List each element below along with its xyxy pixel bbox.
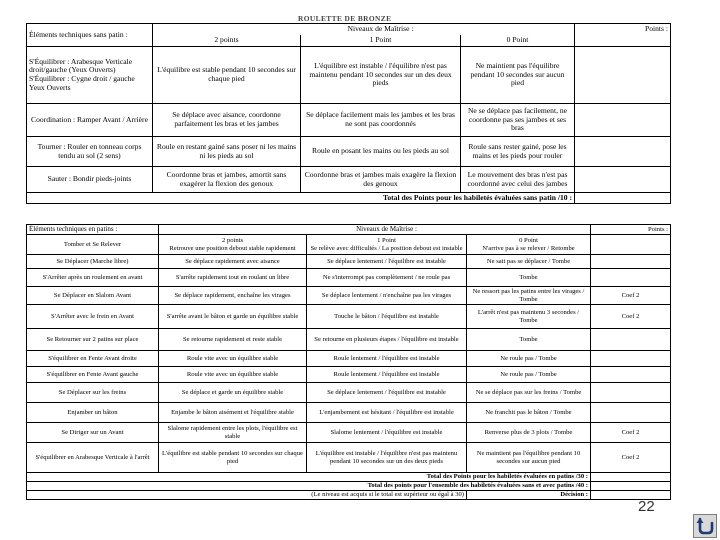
table-row xyxy=(27,367,671,383)
criterion-0pt: 0 Point N'arrive pas à se relever / Retombe xyxy=(467,235,591,255)
points-cell[interactable]: Coef 2 xyxy=(591,287,671,305)
criterion-1pt: L'équilibre est instable / l'équilibre n'est pas maintenu pendant 10 secondes sur un des deux pieds xyxy=(307,443,467,473)
points-cell[interactable] xyxy=(591,255,671,269)
criterion-2pts: L'équilibre est stable pendant 10 secondes sur chaque pied xyxy=(159,443,307,473)
criterion-0pt: Ne franchit pas le bâton / Tombe xyxy=(467,403,591,423)
grand-total-value[interactable] xyxy=(591,482,671,491)
criterion-2pts: 2 points Retrouve une position debout stable rapidement xyxy=(159,235,307,255)
table-row xyxy=(27,403,671,423)
table-row xyxy=(27,47,671,104)
criterion-2pts: Se déplace rapidement avec aisance xyxy=(159,255,307,269)
level-0-header: 0 Point xyxy=(461,35,575,47)
points-cell[interactable]: Coef 2 xyxy=(591,443,671,473)
criterion-2pts: Slalome rapidement entre les plots, l'équilibre est stable xyxy=(159,423,307,443)
criterion-1pt: Se déplace lentement / l'équilibre est instable xyxy=(307,255,467,269)
row-label: Sauter : Bondir pieds-joints xyxy=(27,167,153,193)
criterion-0pt: Ne se déplace pas facilement, ne coordonne pas ses jambes et ses bras xyxy=(461,104,575,137)
criterion-1pt: Coordonne bras et jambes mais exagère la flexion des genoux xyxy=(301,167,461,193)
criterion-1pt: Se déplace lentement / l'équilibre est instable xyxy=(307,383,467,403)
level-1-header: 1 Point xyxy=(301,35,461,47)
row-label: Enjamber un bâton xyxy=(27,403,159,423)
row-label: S'Arrêter après un roulement en avant xyxy=(27,269,159,287)
criterion-1pt: Roule lentement / l'équilibre est instable xyxy=(307,367,467,383)
table-row xyxy=(27,104,671,137)
decision-label: Décision : xyxy=(467,491,591,500)
criterion-2pts: Roule vite avec un équilibre stable xyxy=(159,351,307,367)
total-without-skates-value[interactable] xyxy=(575,193,671,204)
points-cell[interactable] xyxy=(591,269,671,287)
points-header: Points : xyxy=(575,24,671,35)
row-label: Tomber et Se Relever xyxy=(27,235,159,255)
row-label: Se Déplacer en Slalom Avant xyxy=(27,287,159,305)
table-row xyxy=(27,351,671,367)
row-label: S'équilibrer en Fente Avant gauche xyxy=(27,367,159,383)
row-label: Tourner : Rouler en tonneau corps tendu au sol (2 sens) xyxy=(27,137,153,167)
points-cell[interactable] xyxy=(591,403,671,423)
criterion-1pt: Touche le bâton / l'équilibre est instable xyxy=(307,305,467,329)
criterion-2pts: Se déplace avec aisance, coordonne parfaitement les bras et les jambes xyxy=(153,104,301,137)
criterion-2pts: Se déplace et garde un équilibre stable xyxy=(159,383,307,403)
criterion-0pt: Ne ressort pas les patins entre les virages / Tombe xyxy=(467,287,591,305)
pass-threshold-note: (Le niveau est acquis si le total est supérieur ou égal à 30) xyxy=(27,491,467,500)
criterion-1pt: Roule en posant les mains ou les pieds au sol xyxy=(301,137,461,167)
table-row xyxy=(27,329,671,351)
points-cell[interactable] xyxy=(591,367,671,383)
total-with-skates-label: Total des Points pour les habiletés évaluées en patins /30 : xyxy=(27,473,591,482)
table-row xyxy=(27,287,671,305)
table-row xyxy=(27,255,671,269)
column-header-elements: Éléments techniques en patins : xyxy=(27,225,159,235)
criterion-0pt: Ne maintient pas l'équilibre pendant 10 secondes sur aucun pied xyxy=(467,443,591,473)
page-title: ROULETTE DE BRONZE xyxy=(298,14,392,23)
level-2-header: 2 points xyxy=(221,236,244,244)
table-row xyxy=(27,235,671,255)
points-cell[interactable]: Coef 2 xyxy=(591,305,671,329)
total-with-skates-value[interactable] xyxy=(591,473,671,482)
criterion-1pt: L'équilibre est instable / l'équilibre n'est pas maintenu pendant 10 secondes sur un des deux pieds xyxy=(301,47,461,104)
row-label: Coordination : Ramper Avant / Arrière xyxy=(27,104,153,137)
criterion-0pt: Roule sans rester gainé, pose les mains et les pieds pour rouler xyxy=(461,137,575,167)
level-0-header: 0 Point xyxy=(519,236,538,244)
criterion-2pts: S'arrête rapidement tout en roulant un libre xyxy=(159,269,307,287)
criterion-1pt: L'enjambement est hésitant / l'équilibre est instable xyxy=(307,403,467,423)
criterion-2pts: Roule en restant gainé sans poser ni les mains ni les pieds au sol xyxy=(153,137,301,167)
mastery-levels-header: Niveaux de Maîtrise : xyxy=(307,225,467,235)
row-label: Se Déplacer (Marche libre) xyxy=(27,255,159,269)
table-row xyxy=(27,423,671,443)
table-row xyxy=(27,305,671,329)
points-cell[interactable] xyxy=(575,137,671,167)
points-cell[interactable] xyxy=(591,351,671,367)
criterion-1pt: Se déplace facilement mais les jambes et les bras ne sont pas coordonnés xyxy=(301,104,461,137)
criterion-0pt: L'arrêt n'est pas maintenu 3 secondes / Tombe xyxy=(467,305,591,329)
level-1-header: 1 Point xyxy=(377,236,396,244)
criterion-0pt: Renverse plus de 3 plots / Tombe xyxy=(467,423,591,443)
row-label: Se Déplacer sur les freins xyxy=(27,383,159,403)
row-label: S'équilibrer en Arabesque Verticale à l'arrêt xyxy=(27,443,159,473)
table-row xyxy=(27,269,671,287)
points-header: Points : xyxy=(591,225,671,235)
points-cell[interactable] xyxy=(575,167,671,193)
points-cell[interactable] xyxy=(575,104,671,137)
criterion-2pts: L'équilibre est stable pendant 10 secondes sur chaque pied xyxy=(153,47,301,104)
level-2-header: 2 points xyxy=(153,35,301,47)
criterion-1pt: 1 Point Se relève avec difficultés / La position debout est instable xyxy=(307,235,467,255)
criterion-2pts: Enjambe le bâton aisément et l'équilibre stable xyxy=(159,403,307,423)
criterion-1pt: Se retourne en plusieurs étapes / l'équilibre est instable xyxy=(307,329,467,351)
row-label: S'Arrêter avec le frein en Avant xyxy=(27,305,159,329)
criterion-2pts: Se déplace rapidement, enchaîne les virages xyxy=(159,287,307,305)
page-number: 22 xyxy=(638,498,655,515)
criterion-1pt: Ne s'interrompt pas complètement / ne roule pas xyxy=(307,269,467,287)
total-without-skates-label: Total des Points pour les habiletés évaluées sans patin /10 : xyxy=(27,193,575,204)
row-label: S'Équilibrer : Arabesque Verticale droit/gauche (Yeux Ouverts) S'Équilibrer : Cygne droit / gauche Yeux Ouverts xyxy=(27,47,153,104)
mastery-levels-header: Niveaux de Maîtrise : xyxy=(301,24,461,35)
grand-total-label: Total des points pour l'ensemble des habiletés évaluées sans et avec patins /40 : xyxy=(27,482,591,491)
criterion-1pt: Se déplace lentement / n'enchaîne pas les virages xyxy=(307,287,467,305)
table-without-skates xyxy=(26,23,671,204)
criterion-2pts: Coordonne bras et jambes, amortit sans exagérer la flexion des genoux xyxy=(153,167,301,193)
row-label: Se Retourner sur 2 patins sur place xyxy=(27,329,159,351)
points-cell[interactable] xyxy=(575,47,671,104)
points-cell[interactable]: Coef 2 xyxy=(591,423,671,443)
back-button[interactable] xyxy=(693,514,717,538)
criterion-0pt: Ne sait pas se déplacer / Tombe xyxy=(467,255,591,269)
criterion-0pt: Le mouvement des bras n'est pas coordonné avec celui des jambes xyxy=(461,167,575,193)
criterion-0pt: Tombe xyxy=(467,269,591,287)
points-cell[interactable] xyxy=(591,329,671,351)
criterion-2pts: Se retourne rapidement et reste stable xyxy=(159,329,307,351)
criterion-0pt: Tombe xyxy=(467,329,591,351)
table-row xyxy=(27,383,671,403)
table-row xyxy=(27,137,671,167)
table-with-skates xyxy=(26,224,671,500)
row-label: S'équilibrer en Fente Avant droite xyxy=(27,351,159,367)
points-cell[interactable] xyxy=(591,235,671,255)
return-arrow-icon xyxy=(694,515,716,537)
criterion-1pt: Roule lentement / l'équilibre est instable xyxy=(307,351,467,367)
row-label: Se Diriger sur un Avant xyxy=(27,423,159,443)
criterion-0pt: Ne roule pas / Tombe xyxy=(467,367,591,383)
criterion-1pt: Slalome lentement / l'équilibre est instable xyxy=(307,423,467,443)
table-row xyxy=(27,443,671,473)
criterion-2pts: Roule vite avec un équilibre stable xyxy=(159,367,307,383)
criterion-2pts: S'arrête avant le bâton et garde un équilibre stable xyxy=(159,305,307,329)
table-row xyxy=(27,167,671,193)
column-header-elements: Éléments techniques sans patin : xyxy=(27,24,153,47)
criterion-0pt: Ne se déplace pas sur les freins / Tombe xyxy=(467,383,591,403)
criterion-0pt: Ne maintient pas l'équilibre pendant 10 secondes sur aucun pied xyxy=(461,47,575,104)
points-cell[interactable] xyxy=(591,383,671,403)
criterion-0pt: Ne roule pas / Tombe xyxy=(467,351,591,367)
